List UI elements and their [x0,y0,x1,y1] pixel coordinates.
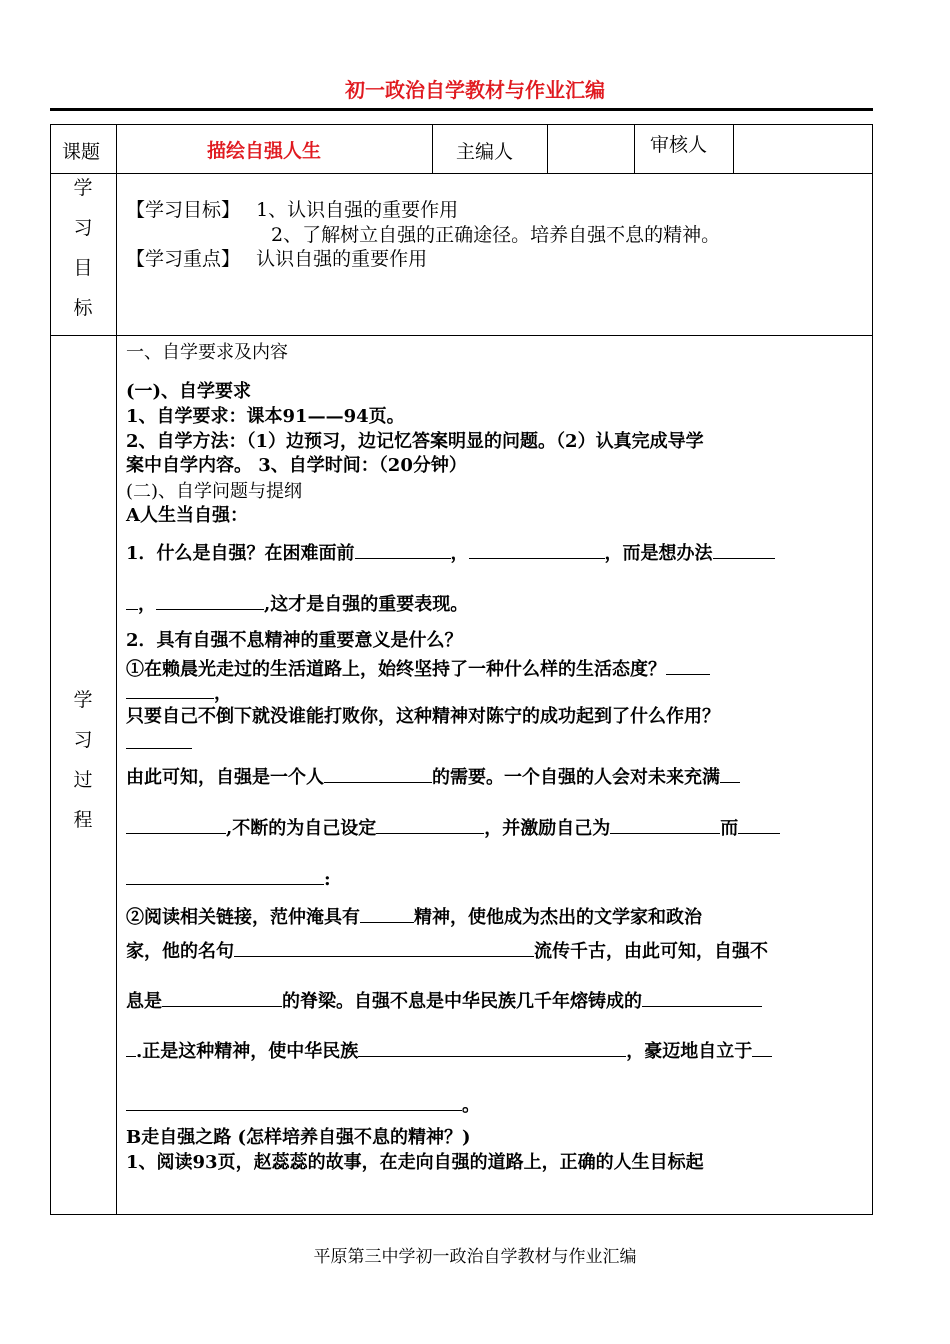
answer-blank[interactable] [126,815,226,834]
subsection-requirements: (一)、自学要求 [126,381,252,402]
conclusion-1 [126,764,740,789]
answer-blank[interactable] [156,591,264,610]
reviewer-label: 审核人 [650,134,708,156]
section-heading: 一、自学要求及内容 [126,342,288,363]
q1-sep: ， [450,543,469,564]
part-a-heading: A人生当自强： [126,505,248,526]
table-divider-editor-value [634,124,635,174]
table-divider-reviewer [733,124,734,174]
q2-3-text-2: 精神，使他成为杰出的文学家和政治 [414,907,702,928]
process-side-char: 学 [73,689,93,711]
topic-value: 描绘自强人生 [207,140,322,162]
answer-blank[interactable] [324,764,432,783]
answer-blank[interactable] [126,680,214,699]
q2-3-text-7: .正是这种精神，使中华民族 [136,1041,359,1062]
q2-3-period: 。 [462,1095,480,1116]
q2-1-sep: ， [214,683,232,704]
part-b-question-1: 1、阅读93页，赵蕊蕊的故事，在走向自强的道路上，正确的人生目标起 [126,1152,704,1173]
requirement-1: 1、自学要求：课本91——94页。 [126,406,405,427]
process-side-char: 习 [73,729,93,751]
answer-blank[interactable] [355,540,451,559]
question-2-3-cont-2 [126,988,762,1013]
question-2-2: 只要自己不倒下就没谁能打败你，这种精神对陈宁的成功起到了什么作用？ [126,706,720,727]
table-divider-left [116,124,117,1214]
goal-focus-tag: 【学习重点】 [126,248,241,270]
table-divider-row2 [50,335,873,336]
answer-blank[interactable] [469,540,605,559]
q2-3-text-8: ，豪迈地自立于 [626,1041,753,1062]
q2-3-text-5: 息是 [126,991,162,1012]
question-1-cont [126,591,468,616]
question-1 [126,540,775,565]
q2-3-text: ②阅读相关链接，范仲淹具有 [126,907,360,928]
editor-label: 主编人 [456,141,514,163]
subsection-questions: (二)、自学问题与提纲 [126,481,303,502]
answer-blank[interactable] [610,815,720,834]
answer-blank[interactable] [126,866,324,885]
q1-sep-2: ， [138,594,156,615]
answer-blank[interactable] [376,815,484,834]
answer-blank[interactable] [126,730,192,749]
page-title: 初一政治自学教材与作业汇编 [345,78,605,102]
requirement-2: 2、自学方法：（1）边预习，边记忆答案明显的问题。（2）认真完成导学 [126,431,704,452]
goal-focus-text: 认识自强的重要作用 [256,248,428,270]
q2-3-text-6: 的脊梁。自强不息是中华民族几千年熔铸成的 [282,991,642,1012]
conclusion-1-cont [126,815,780,840]
conclusion-1-text: 由此可知，自强是一个人 [126,767,324,788]
answer-blank[interactable] [752,1038,772,1057]
q1-end: ,这才是自强的重要表现。 [264,594,469,615]
question-2-1 [126,656,710,681]
conclusion-1-text-2: 的需要。一个自强的人会对未来充满 [432,767,720,788]
q1-text-2: ，而是想办法 [604,543,713,564]
requirement-2-cont: 案中自学内容。 3、自学时间：（20分钟） [126,455,467,476]
question-2: 2．具有自强不息精神的重要意义是什么？ [126,630,463,651]
answer-blank[interactable] [666,656,710,675]
goals-side-label [50,168,116,328]
question-2-3-end [126,1092,480,1117]
goal-target-tag: 【学习目标】 [126,199,241,221]
answer-blank[interactable] [126,1038,136,1057]
goal-target-line [126,199,458,221]
process-side-char: 过 [73,769,93,791]
conclusion-2-text: ,不断的为自己设定 [226,818,377,839]
goals-side-char: 学 [73,177,93,199]
answer-blank[interactable] [360,904,414,923]
answer-blank[interactable] [720,764,740,783]
goals-side-char: 标 [73,297,93,319]
conclusion-2-text-3: 而 [720,818,739,839]
goal-target-1: 1、认识自强的重要作用 [256,199,459,221]
part-b-heading: B走自强之路 (怎样培养自强不息的精神？) [126,1127,471,1148]
answer-blank[interactable] [738,815,780,834]
page-footer: 平原第三中学初一政治自学教材与作业汇编 [313,1247,637,1267]
conclusion-2-text-2: ，并激励自己为 [484,818,611,839]
q1-text: 1．什么是自强？在困难面前 [126,543,355,564]
header-rule [50,108,873,111]
process-side-char: 程 [73,809,93,831]
process-side-label [50,680,116,840]
answer-blank[interactable] [642,988,762,1007]
conclusion-colon: : [324,869,331,890]
answer-blank[interactable] [713,540,775,559]
answer-blank[interactable] [162,988,282,1007]
goals-side-char: 目 [73,257,93,279]
table-divider-topic [432,124,433,174]
answer-blank[interactable] [126,1092,462,1111]
goal-target-2: 2、了解树立自强的正确途径。培养自强不息的精神。 [271,224,721,246]
goal-focus-line [126,248,427,270]
question-2-2-blank-line [126,730,192,755]
goals-side-char: 习 [73,217,93,239]
table-divider-editor [547,124,548,174]
topic-label: 课题 [62,141,101,163]
conclusion-1-end [126,866,331,891]
answer-blank[interactable] [126,591,138,610]
question-2-1-cont [126,680,232,705]
question-2-3-cont-3 [126,1038,772,1063]
answer-blank[interactable] [358,1038,626,1057]
q2-3-text-4: 流传千古，由此可知，自强不 [534,941,768,962]
q2-1-text: ①在赖晨光走过的生活道路上，始终坚持了一种什么样的生活态度？ [126,659,666,680]
answer-blank[interactable] [234,938,534,957]
question-2-3 [126,904,702,929]
table-divider-row1 [50,173,873,174]
q2-3-text-3: 家，他的名句 [126,941,234,962]
question-2-3-cont [126,938,768,963]
